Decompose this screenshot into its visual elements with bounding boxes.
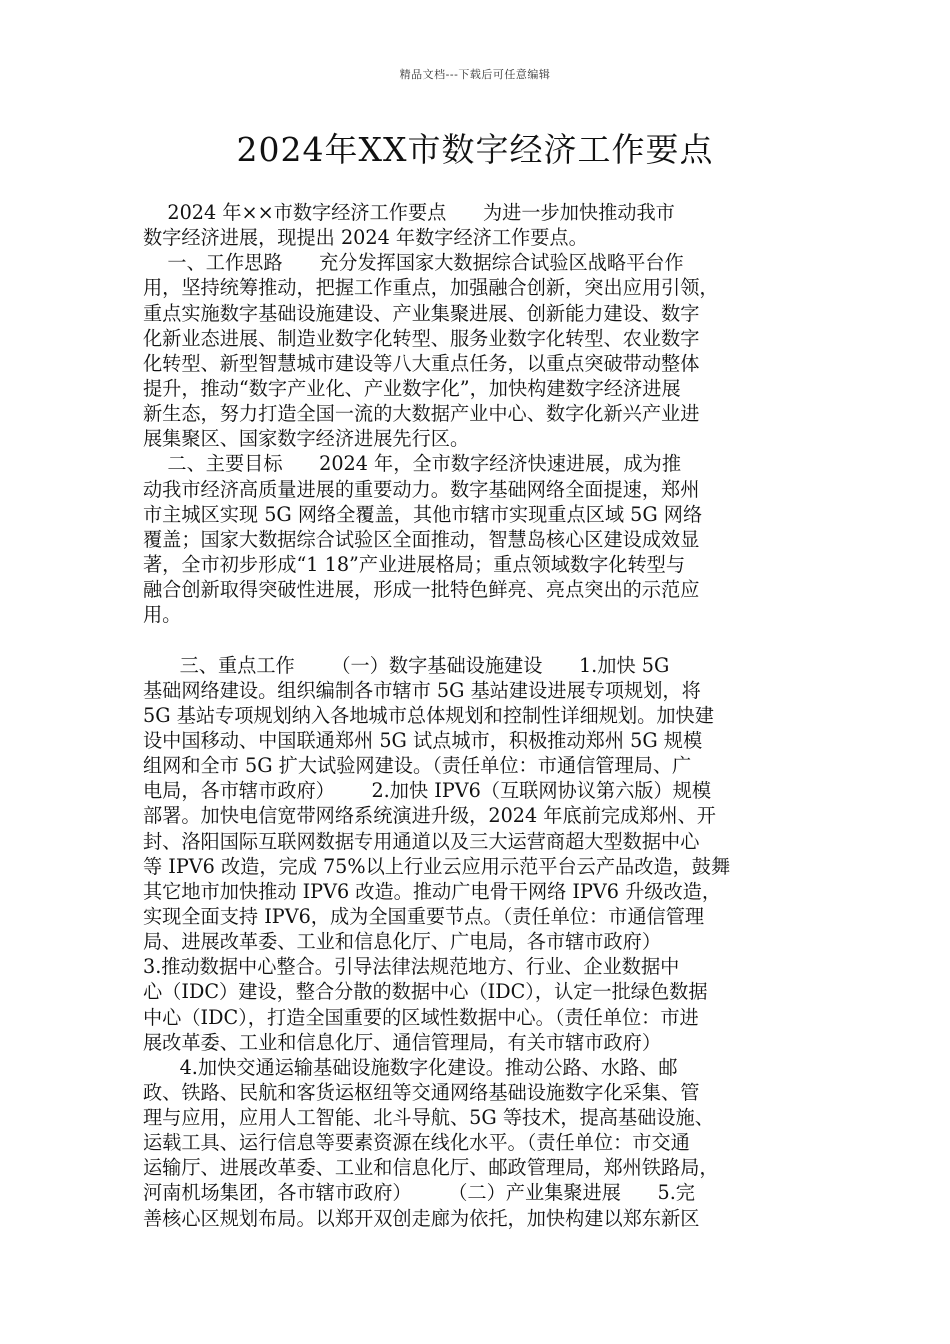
- text-line: 运载工具、运行信息等要素资源在线化水平。（责任单位：市交通: [143, 1131, 690, 1155]
- text-line: 理与应用，应用人工智能、北斗导航、5G 等技术，提高基础设施、: [143, 1106, 714, 1130]
- text-line: 动我市经济高质量进展的重要动力。数字基础网络全面提速，郑州: [143, 477, 700, 501]
- text-line: 河南机场集团，各市辖市政府） （二）产业集聚进展 5.完: [143, 1181, 695, 1205]
- text-line: 设中国移动、中国联通郑州 5G 试点城市，积极推动郑州 5G 规模: [143, 728, 703, 752]
- text-line: 组网和全市 5G 扩大试验网建设。（责任单位：市通信管理局、广: [143, 754, 692, 778]
- text-line: 封、洛阳国际互联网数据专用通道以及三大运营商超大型数据中心: [143, 829, 700, 853]
- text-line: 化新业态进展、制造业数字化转型、服务业数字化转型、农业数字: [143, 326, 700, 350]
- text-line: 运输厅、进展改革委、工业和信息化厅、邮政管理局，郑州铁路局，: [143, 1156, 719, 1180]
- page-title: 2024年XX市数字经济工作要点: [236, 130, 714, 169]
- text-line: 三、重点工作 （一）数字基础设施建设 1.加快 5G: [143, 653, 670, 677]
- text-line: 3.推动数据中心整合。引导法律法规范地方、行业、企业数据中: [143, 955, 680, 979]
- text-line: 善核心区规划布局。以郑开双创走廊为依托，加快构建以郑东新区: [143, 1206, 700, 1230]
- text-line: 政、铁路、民航和客货运枢纽等交通网络基础设施数字化采集、管: [143, 1080, 700, 1104]
- text-line: 用。: [143, 603, 182, 627]
- text-line: 基础网络建设。组织编制各市辖市 5G 基站建设进展专项规划，将: [143, 678, 701, 702]
- text-line: 著，全市初步形成“1 18”产业进展格局；重点领域数字化转型与: [143, 552, 686, 576]
- text-line: 融合创新取得突破性进展，形成一批特色鲜亮、亮点突出的示范应: [143, 578, 700, 602]
- text-line: 二、主要目标 2024 年，全市数字经济快速进展，成为推: [143, 452, 682, 476]
- header-note: 精品文档---下载后可任意编辑: [399, 68, 551, 81]
- text-line: 覆盖；国家大数据综合试验区全面推动，智慧岛核心区建设成效显: [143, 527, 700, 551]
- text-line: 化转型、新型智慧城市建设等八大重点任务，以重点突破带动整体: [143, 351, 700, 375]
- text-line: 提升，推动“数字产业化、产业数字化”，加快构建数字经济进展: [143, 376, 681, 400]
- text-line: 市主城区实现 5G 网络全覆盖，其他市辖市实现重点区域 5G 网络: [143, 502, 703, 526]
- text-line: 电局，各市辖市政府） 2.加快 IPV6（互联网协议第六版）规模: [143, 779, 712, 803]
- text-line: 部署。加快电信宽带网络系统演进升级，2024 年底前完成郑州、开: [143, 804, 716, 828]
- text-line: 用，坚持统筹推动，把握工作重点，加强融合创新，突出应用引领，: [143, 276, 719, 300]
- text-line: 数字经济进展，现提出 2024 年数字经济工作要点。: [143, 226, 588, 250]
- text-line: 中心（IDC），打造全国重要的区域性数据中心。（责任单位：市进: [143, 1005, 699, 1029]
- text-line: 2024 年××市数字经济工作要点 为进一步加快推动我市: [143, 201, 675, 224]
- text-line: 其它地市加快推动 IPV6 改造。推动广电骨干网络 IPV6 升级改造，: [143, 879, 722, 903]
- text-line: 一、工作思路 充分发挥国家大数据综合试验区战略平台作: [143, 251, 684, 275]
- text-line: 等 IPV6 改造，完成 75%以上行业云应用示范平台云产品改造，鼓舞: [143, 854, 731, 878]
- text-line: 实现全面支持 IPV6，成为全国重要节点。（责任单位：市通信管理: [143, 904, 705, 928]
- text-line: 展集聚区、国家数字经济进展先行区。: [143, 427, 470, 451]
- text-line: 重点实施数字基础设施建设、产业集聚进展、创新能力建设、数字: [143, 301, 700, 325]
- body-text: [143, 200, 808, 1231]
- text-line: 心（IDC）建设，整合分散的数据中心（IDC），认定一批绿色数据: [143, 980, 708, 1004]
- text-line: 新生态，努力打造全国一流的大数据产业中心、数字化新兴产业进: [143, 402, 700, 426]
- blank-line: [143, 627, 808, 652]
- text-line: 5G 基站专项规划纳入各地城市总体规划和控制性详细规划。加快建: [143, 703, 714, 727]
- text-line: 局、进展改革委、工业和信息化厅、广电局，各市辖市政府）: [143, 930, 662, 954]
- text-line: 4.加快交通运输基础设施数字化建设。推动公路、水路、邮: [143, 1055, 678, 1079]
- text-line: 展改革委、工业和信息化厅、通信管理局，有关市辖市政府）: [143, 1030, 662, 1054]
